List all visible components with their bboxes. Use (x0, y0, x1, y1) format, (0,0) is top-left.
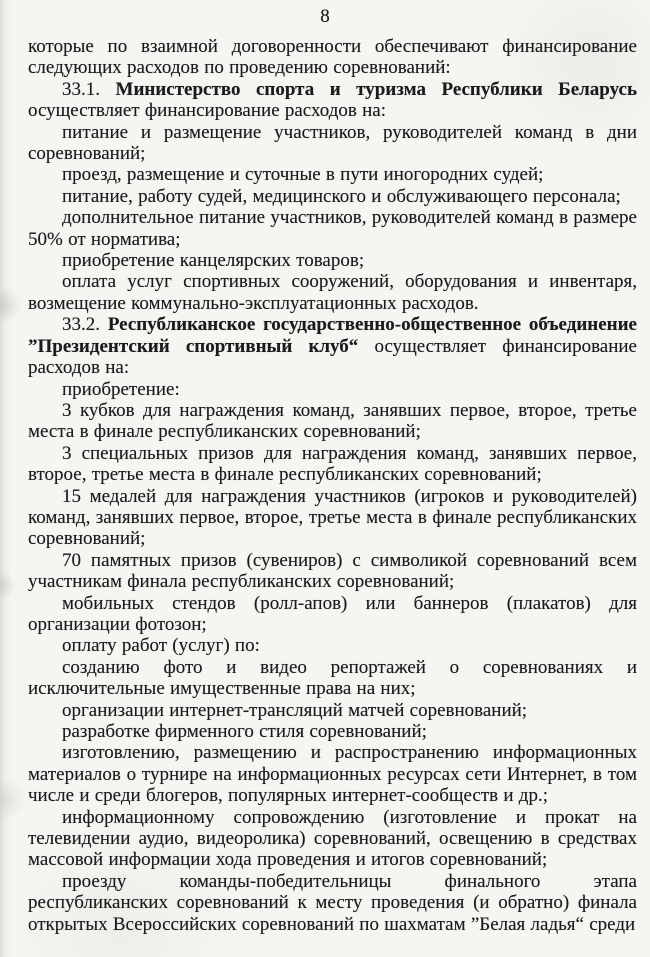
paragraph-expense-item: проезд, размещение и суточные в пути иногородних судей; (62, 164, 544, 186)
paragraph-expense-item: оплата услуг спортивных сооружений, оборудования и инвентаря, возмещение коммунально-эксплуатационных расходов. (28, 271, 637, 314)
paragraph-expense-item: разработке фирменного стиля соревнований; (62, 721, 427, 742)
paragraph-expense-item: созданию фото и видео репортажей о соревнованиях и исключительные имущественные права на них; (28, 656, 637, 700)
paragraph-expense-item: мобильных стендов (ролл-апов) или баннеров (плакатов) для организации фотозон; (28, 592, 637, 635)
paragraph-continuation: которые по взаимной договоренности обеспечивают финансирование следующих расходов по проведению соревнований: (28, 36, 637, 79)
clause-number: 33.1. (62, 78, 100, 100)
paragraph-expense-item: информационному сопровождению (изготовление и прокат на телевидении аудио, видеоролика) соревнований, освещению в средствах массовой информации хода проведения и итогов соревнований; (28, 806, 637, 871)
clause-org-name: Министерство спорта и туризма Республики Беларусь (115, 78, 638, 100)
paragraph-clause-33-1 (28, 79, 637, 122)
clause-number: 33.2. (62, 314, 100, 336)
clause-rest: осуществляет финансирование расходов на: (28, 100, 386, 122)
paragraph-expense-item: организации интернет-трансляций матчей соревнований; (62, 699, 528, 721)
paragraph-expense-item: 3 кубков для награждения команд, занявших первое, второе, третье места в финале республиканских соревнований; (28, 399, 637, 443)
paragraph-expense-item: дополнительное питание участников, руководителей команд в размере 50% от норматива; (28, 207, 637, 250)
paragraph-expense-item: питание и размещение участников, руководителей команд в дни соревнований; (28, 121, 637, 165)
paragraph-expense-item: 70 памятных призов (сувениров) с символикой соревнований всем участникам финала республиканских соревнований; (28, 549, 637, 593)
paragraph-clause-33-2 (28, 314, 637, 378)
paragraph-expense-item: проезду команды-победительницы финального этапа республиканских соревнований к месту проведения (и обратно) финала открытых Всероссийских соревнований по шахматам ”Белая ладья“ среди (28, 870, 637, 935)
paragraph-expense-item: приобретение: (62, 378, 180, 400)
document-body (28, 36, 637, 935)
paragraph-expense-item: изготовлению, размещению и распространению информационных материалов о турнире на информационных ресурсах сети Интернет, в том числе и среди блогеров, популярных интернет-сообществ и др.; (28, 742, 637, 807)
paragraph-expense-item: приобретение канцелярских товаров; (62, 250, 365, 272)
paragraph-expense-item: 3 специальных призов для награждения команд, занявших первое, второе, третье места в финале республиканских соревнований; (28, 442, 637, 486)
page-number: 8 (320, 6, 330, 27)
paragraph-expense-item: оплату работ (услуг) по: (62, 635, 260, 657)
clause-rest: осуществляет финансирование расходов на: (28, 335, 637, 379)
paragraph-expense-item: питание, работу судей, медицинского и обслуживающего персонала; (62, 185, 621, 207)
paragraph-expense-item: 15 медалей для награждения участников (игроков и руководителей) команд, занявших первое, второе, третье места в финале республиканских соревнований; (28, 485, 637, 550)
clause-org-name: Республиканское государственно-общественное объединение ”Президентский спортивный клуб“ (28, 314, 637, 357)
